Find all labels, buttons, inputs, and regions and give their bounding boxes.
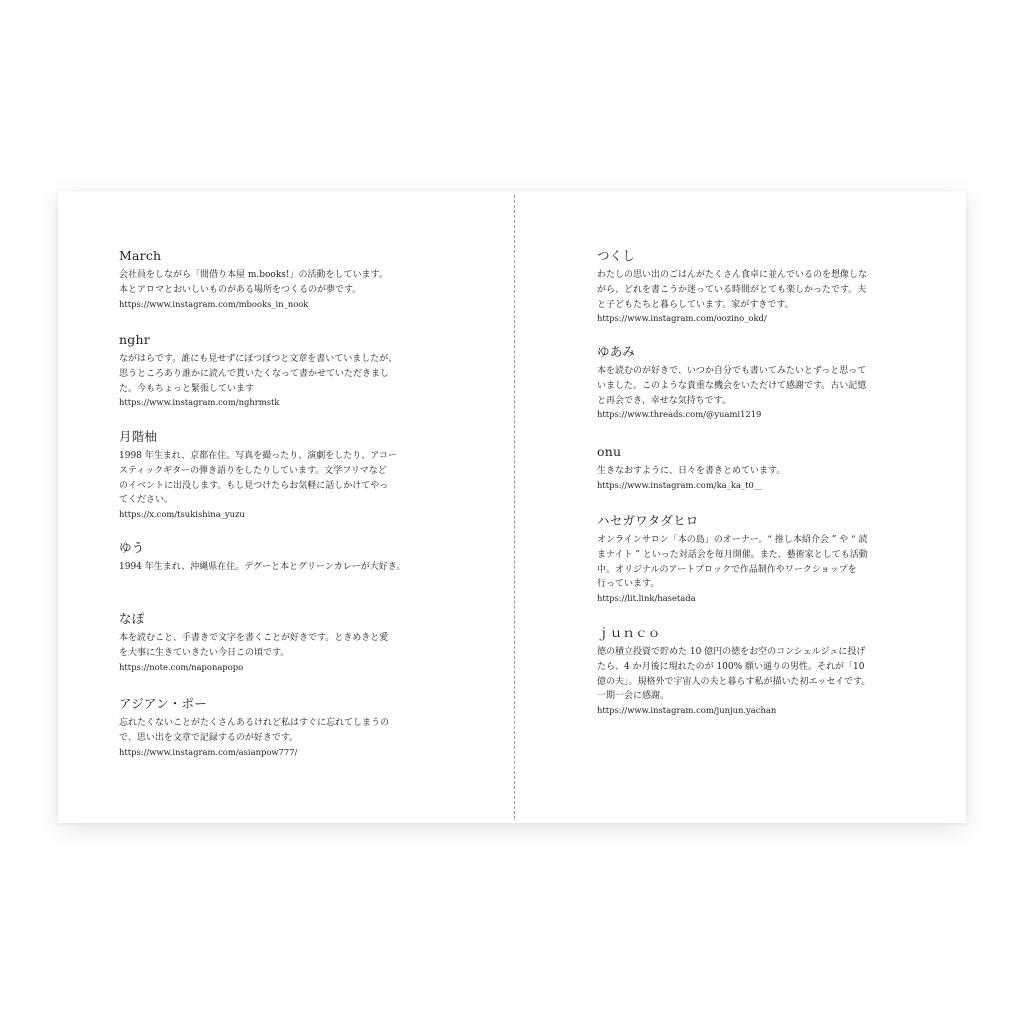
left-page <box>58 191 514 823</box>
contributor-url[interactable]: https://www.instagram.com/oozino_okd/ <box>597 313 767 324</box>
contributor-bio-line: 本とアロマとおいしいものがある場所をつくるのが夢です。 <box>119 284 362 295</box>
contributor-entry <box>119 248 439 311</box>
contributor-bio-line: 本を読むのが好きで、いつか自分でも書いてみたいとずっと思って <box>597 366 867 376</box>
contributor-bio-line: スティックギターの弾き語りをしたりしています。文学フリマなど <box>119 465 387 476</box>
contributor-name: onu <box>597 444 622 459</box>
contributor-name: 月階柚 <box>119 429 158 444</box>
contributor-bio-line: たら、4 か月後に現れたのが 100% 願い通りの男性。それが「10 <box>597 661 865 672</box>
contributor-name: ハセガワタダヒロ <box>597 513 699 528</box>
contributor-name: ゆう <box>119 540 145 555</box>
contributor-url[interactable]: https://www.instagram.com/asianpow777/ <box>119 746 298 757</box>
contributor-entry <box>597 344 917 421</box>
contributor-bio-line: まナイト ” といった対話会を毎月開催。また、藝術家としても活動 <box>597 549 868 560</box>
contributor-name: ゆあみ <box>597 344 636 359</box>
contributor-entry <box>597 513 917 605</box>
contributor-bio-line: を大事に生きていきたい今日この頃です。 <box>119 647 290 658</box>
contributor-url[interactable]: https://www.instagram.com/junjun.yachan <box>597 705 777 716</box>
contributor-entry <box>119 429 439 521</box>
contributor-entry <box>597 248 917 325</box>
contributor-bio-line: 忘れたくないことがたくさんあるけれど私はすぐに忘れてしまうの <box>119 718 390 728</box>
contributor-bio-line: 億の夫」。規格外で宇宙人の夫と暮らす私が描いた初エッセイです。 <box>597 676 871 687</box>
contributor-bio-line: がら、どれを書こうか迷っている時間がとても楽しかったです。夫 <box>597 284 867 295</box>
contributor-url[interactable]: https://www.threads.com/@yuami1219 <box>597 409 762 420</box>
right-page <box>514 191 966 823</box>
contributor-bio-line: わたしの思い出のごはんがたくさん食卓に並んでいるのを想像しな <box>597 270 868 280</box>
contributor-bio-line: 中。オリジナルのアートブロックで作品制作やワークショップを <box>597 564 857 575</box>
contributor-bio-line: 徳の積立投資で貯めた 10 億円の徳をお空のコンシェルジュに投げ <box>597 647 866 657</box>
contributor-bio-line: 1994 年生まれ、沖縄県在住。デグーと本とグリーンカレーが大好き。 <box>119 562 406 572</box>
contributor-bio-line: 会社員をしながら「間借り本屋 m.books!」の活動をしています。 <box>119 270 388 280</box>
contributor-bio-line: てください。 <box>119 495 174 506</box>
contributor-name: nghr <box>119 332 150 347</box>
contributor-url[interactable]: https://www.instagram.com/nghrmstk <box>119 397 280 408</box>
contributor-bio-line: のイベントに出没します。もし見つけたらお気軽に話しかけてやっ <box>119 480 389 491</box>
contributor-name: March <box>119 248 162 263</box>
contributor-bio-line: 本を読むこと、手書きで文字を書くことが好きです。ときめきと愛 <box>119 633 389 643</box>
contributor-bio-line: と子どもたちと暮らしています。家がすきです。 <box>597 299 794 310</box>
contributor-bio-line: ながはらです。誰にも見せずにぽつぽつと文章を書いていましたが、 <box>119 354 398 364</box>
contributor-bio-line: オンラインサロン「本の島」のオーナー。“ 推し本紹介会 ” や “ 読 <box>597 535 868 545</box>
contributor-entry <box>119 540 439 575</box>
contributor-bio-line: 一期一会に感謝。 <box>597 691 670 702</box>
contributor-bio-line: た。今もちょっと緊張しています <box>119 383 255 394</box>
contributor-bio-line: と再会でき、幸せな気持ちです。 <box>597 395 731 406</box>
contributor-bio-line: 行っています。 <box>597 579 660 590</box>
contributor-bio-line: で、思い出を文章で記録するのが好きです。 <box>119 732 299 743</box>
contributor-entry <box>119 611 439 674</box>
contributor-url[interactable]: https://x.com/tsukishina_yuzu <box>119 509 245 520</box>
contributor-url[interactable]: https://www.instagram.com/mbooks_in_nook <box>119 298 309 309</box>
contributor-bio-line: 生きなおすように、日々を書きとめています。 <box>597 466 786 476</box>
contributor-name: ｊｕｎｃｏ <box>597 625 661 640</box>
contributor-entry <box>597 444 917 492</box>
contributor-bio-line: 1998 年生まれ、京都在住。写真を撮ったり、演劇をしたり、アコー <box>119 451 397 461</box>
contributor-bio-line: 思うところあり誰かに読んで貰いたくなって書かせていただきまし <box>119 368 390 379</box>
contributor-bio-line: いました。このような貴重な機会をいただけて感謝です。古い記憶 <box>597 380 867 391</box>
contributor-name: アジアン・ポー <box>119 696 207 711</box>
contributor-name: なぽ <box>119 611 145 626</box>
contributor-url[interactable]: https://www.instagram.com/ka_ka_t0__ <box>597 479 763 490</box>
contributor-entry <box>119 332 439 409</box>
contributor-name: つくし <box>597 248 636 263</box>
contributor-entry <box>597 625 917 717</box>
contributor-url[interactable]: https://lit.link/hasetada <box>597 593 696 604</box>
contributor-entry <box>119 696 439 759</box>
contributor-url[interactable]: https://note.com/naponapopo <box>119 661 244 672</box>
book-spread <box>58 191 966 823</box>
